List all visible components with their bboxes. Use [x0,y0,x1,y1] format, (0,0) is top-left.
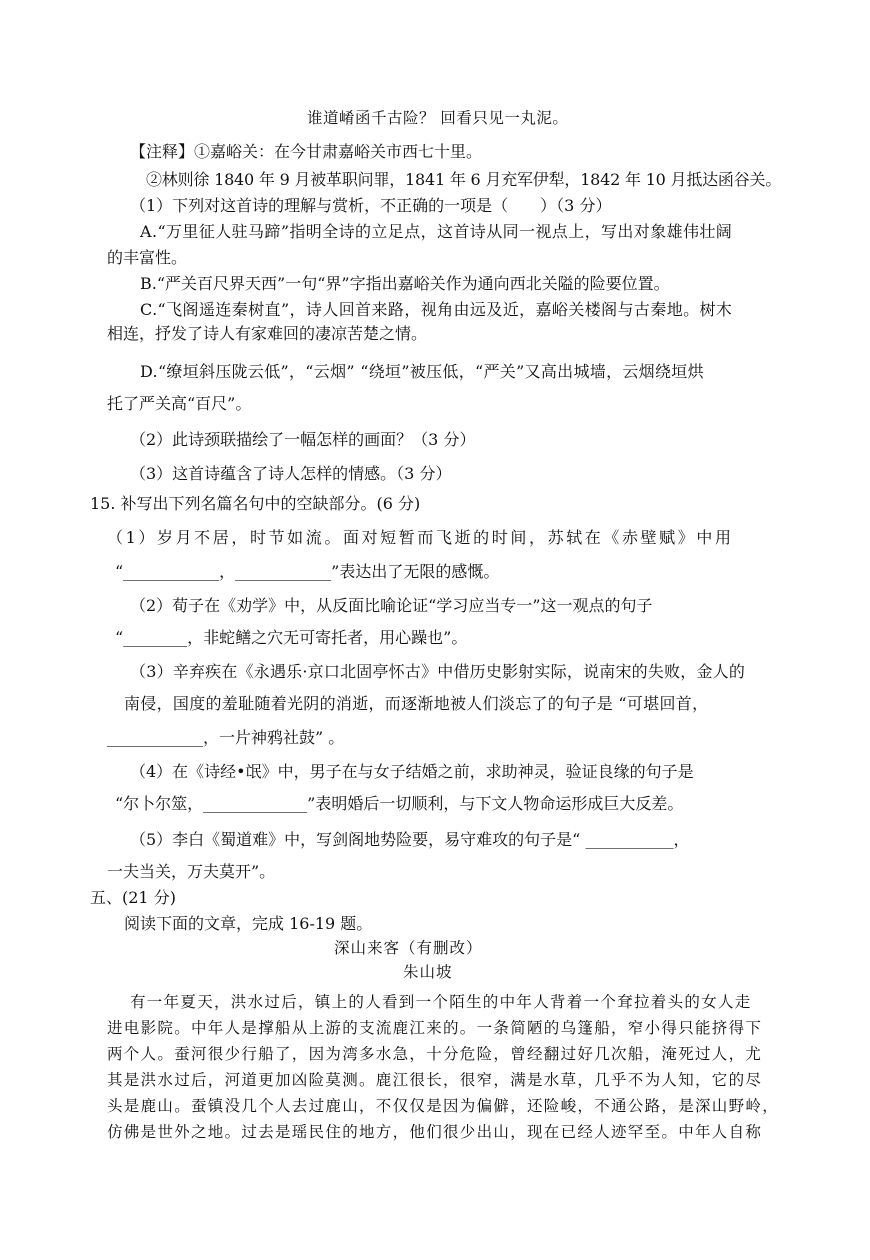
question-14-1: （1）下列对这首诗的理解与赏析，不正确的一项是（ ）（3 分） [130,196,612,215]
story-title: 深山来客（有删改） [334,939,483,957]
question-14-2: （2）此诗颈联描绘了一幅怎样的画面？（3 分） [130,430,476,449]
q15-item-4-line-2: “尔卜尔筮，_____________”表明婚后一切顺利，与下文人物命运形成巨大反差。 [115,794,684,813]
story-line-3: 两个人。蚕河很少行船了，因为湾多水急，十分危险，曾经翻过好几次船，淹死过人，尤 [107,1045,763,1063]
q15-item-2-line-2: “________，非蛇鳝之穴无可寄托者，用心躁也”。 [115,628,468,647]
story-line-4: 其是洪水过后，河道更加凶险莫测。鹿江很长，很窄，满是水草，几乎不为人知，它的尽 [107,1071,763,1089]
question-15-title: 15. 补写出下列名篇名句中的空缺部分。(6 分) [90,494,421,513]
option-c-line-2: 相连，抒发了诗人有家难回的凄凉苦楚之情。 [107,324,428,343]
question-14-3: （3）这首诗蕴含了诗人怎样的情感。（3 分） [130,464,452,483]
story-line-2: 进电影院。中年人是撑船从上游的支流鹿江来的。一条简陋的乌篷船，窄小得只能挤得下 [107,1019,763,1037]
q15-item-1-line-1: （1）岁月不居，时节如流。面对短暂而飞逝的时间，苏轼在《赤壁赋》中用 [107,528,734,547]
story-line-1: 有一年夏天，洪水过后，镇上的人看到一个陌生的中年人背着一个耷拉着头的女人走 [130,993,752,1011]
annotation-note-2: ②林则徐 1840 年 9 月被革职问罪，1841 年 6 月充军伊犁，1842 年 10 月抵达函谷关。 [146,170,782,189]
q15-item-3-line-3: ____________，一片神鸦社鼓” 。 [107,728,345,747]
option-a-line-1: A.“万里征人驻马蹄”指明全诗的立足点，这首诗从同一视点上，写出对象雄伟壮阔 [140,222,733,241]
story-author: 朱山坡 [403,963,453,981]
section-5-heading: 五、(21 分) [90,888,176,907]
option-d-line-2: 托了严关高“百尺”。 [107,394,252,413]
option-b: B.“严关百尺界天西”一句“界”字指出嘉峪关作为通向西北关隘的险要位置。 [140,274,670,293]
option-d-line-1: D.“缭垣斜压陇云低”，“云烟” “绕垣”被压低，“严关”又高出城墙，云烟绕垣烘 [140,362,704,381]
poem-last-line: 谁道崤函千古险？ 回看只见一丸泥。 [307,109,569,127]
q15-item-1-line-2: “____________，____________”表达出了无限的感慨。 [115,562,500,581]
q15-item-4-line-1: （4）在《诗经•氓》中，男子在与女子结婚之前，求助神灵，验证良缘的句子是 [130,762,694,781]
q15-item-5-line-1: （5）李白《蜀道难》中，写剑阁地势险要，易守难攻的句子是“ ___________， [130,830,690,849]
q15-item-5-line-2: 一夫当关，万夫莫开”。 [107,862,276,881]
option-a-line-2: 的丰富性。 [107,248,188,267]
section-5-instruction: 阅读下面的文章，完成 16-19 题。 [124,914,373,933]
annotation-note-1: 【注释】①嘉峪关：在今甘肃嘉峪关市西七十里。 [130,142,483,161]
story-line-6: 仿佛是世外之地。过去是瑶民住的地方，他们很少出山，现在已经人迹罕至。中年人自称 [107,1123,763,1141]
q15-item-3-line-1: （3）辛弃疾在《永遇乐·京口北固亭怀古》中借历史影射实际，说南宋的失败，金人的 [130,662,746,681]
option-c-line-1: C.“飞阁遥连秦树直”，诗人回首来路，视角由远及近，嘉峪关楼阁与古秦地。树木 [140,300,733,319]
story-line-5: 头是鹿山。蚕镇没几个人去过鹿山，不仅仅是因为偏僻，还险峻，不通公路，是深山野岭， [107,1097,780,1115]
q15-item-2-line-1: （2）荀子在《劝学》中，从反面比喻论证“学习应当专一”这一观点的句子 [130,596,653,615]
q15-item-3-line-2: 南侵，国度的羞耻随着光阴的消逝，而逐渐地被人们淡忘了的句子是 “可堪回首， [124,694,709,713]
